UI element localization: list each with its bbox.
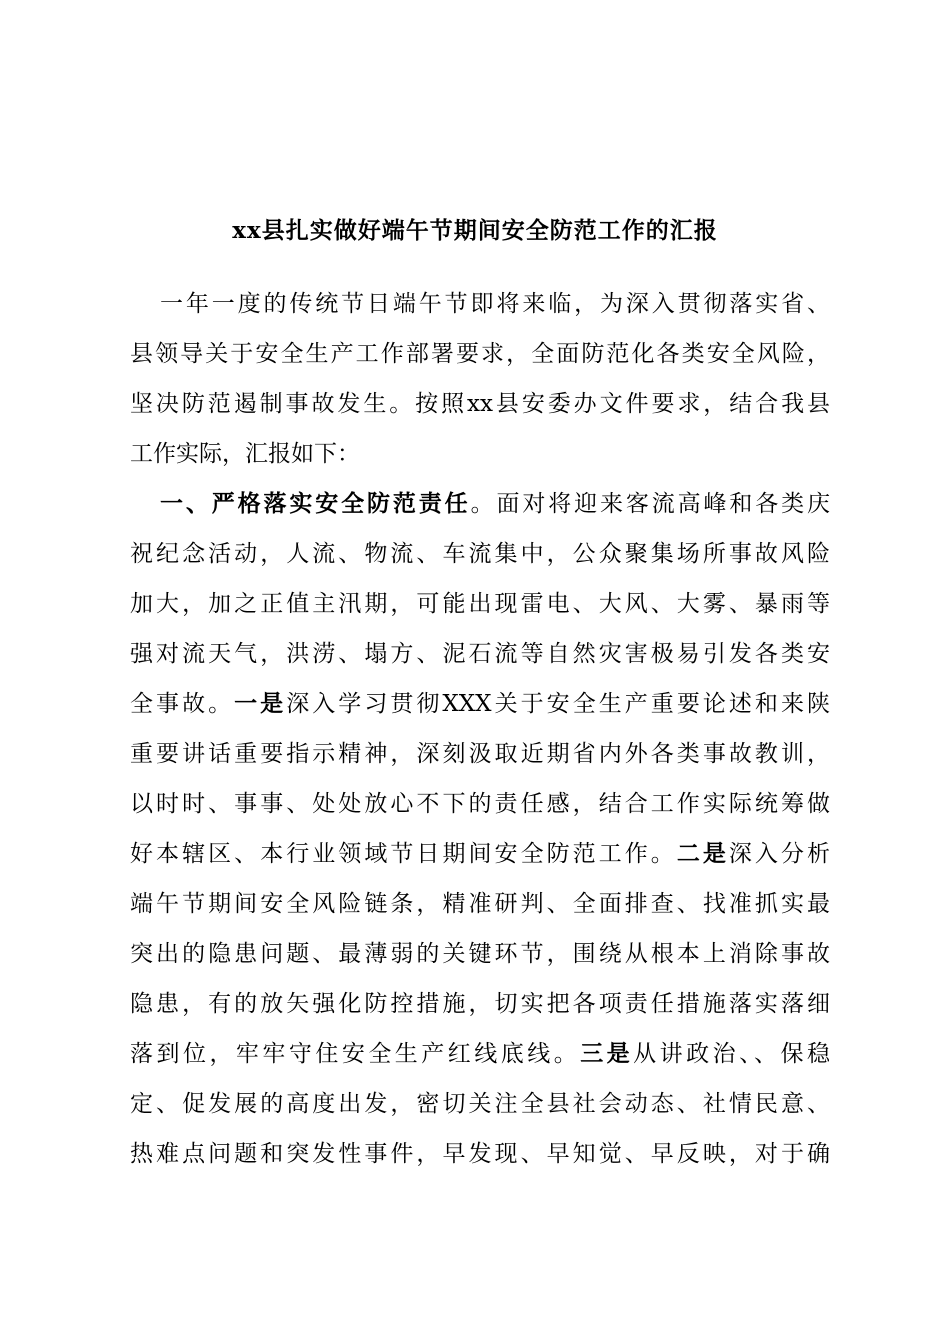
paragraph-line: 祝纪念活动，人流、物流、车流集中，公众聚集场所事故风险	[130, 541, 830, 567]
section-heading: 一、严格落实安全防范责任	[160, 490, 471, 517]
paragraph-line: 坚决防范遏制事故发生。按照xx县安委办文件要求，结合我县	[130, 391, 830, 417]
paragraph-line: 以时时、事事、处处放心不下的责任感，结合工作实际统筹做	[130, 791, 830, 817]
text-run: 。面对将迎来客流高峰和各类庆	[470, 491, 831, 517]
paragraph-line	[130, 1033, 830, 1075]
paragraph-line: 重要讲话重要指示精神，深刻汲取近期省内外各类事故教训，	[130, 741, 830, 767]
paragraph-line	[160, 483, 830, 525]
text-run: 从讲政治、、保稳	[633, 1041, 831, 1067]
paragraph-line: 热难点问题和突发性事件，早发现、早知觉、早反映，对于确	[130, 1141, 830, 1167]
text-run: 深入学习贯彻XXX关于安全生产重要论述和来陕	[286, 691, 831, 717]
paragraph-line	[130, 683, 830, 725]
marker-third: 三是	[580, 1040, 634, 1067]
paragraph-line: 县领导关于安全生产工作部署要求，全面防范化各类安全风险，	[130, 341, 830, 367]
paragraph-line: 突出的隐患问题、最薄弱的关键环节，围绕从根本上消除事故	[130, 941, 830, 967]
text-run: 深入分析	[728, 841, 831, 867]
paragraph-line	[130, 833, 830, 875]
paragraph-line: 定、促发展的高度出发，密切关注全县社会动态、社情民意、	[130, 1091, 830, 1117]
paragraph-line: 一年一度的传统节日端午节即将来临，为深入贯彻落实省、	[160, 291, 830, 317]
paragraph-line: 加大，加之正值主汛期，可能出现雷电、大风、大雾、暴雨等	[130, 591, 830, 617]
paragraph-line: 端午节期间安全风险链条，精准研判、全面排查、找准抓实最	[130, 891, 830, 917]
text-run: 全事故。	[130, 691, 235, 717]
marker-first: 一是	[234, 690, 287, 717]
paragraph-line: 隐患，有的放矢强化防控措施，切实把各项责任措施落实落细	[130, 991, 830, 1017]
marker-second: 二是	[676, 840, 729, 867]
paragraph-line: 工作实际，汇报如下：	[130, 441, 360, 467]
text-run: 落到位，牢牢守住安全生产红线底线。	[130, 1041, 581, 1067]
paragraph-line: 强对流天气，洪涝、塌方、泥石流等自然灾害极易引发各类安	[130, 641, 830, 667]
text-run: 好本辖区、本行业领域节日期间安全防范工作。	[130, 841, 677, 867]
document-title: xx县扎实做好端午节期间安全防范工作的汇报	[232, 217, 718, 244]
